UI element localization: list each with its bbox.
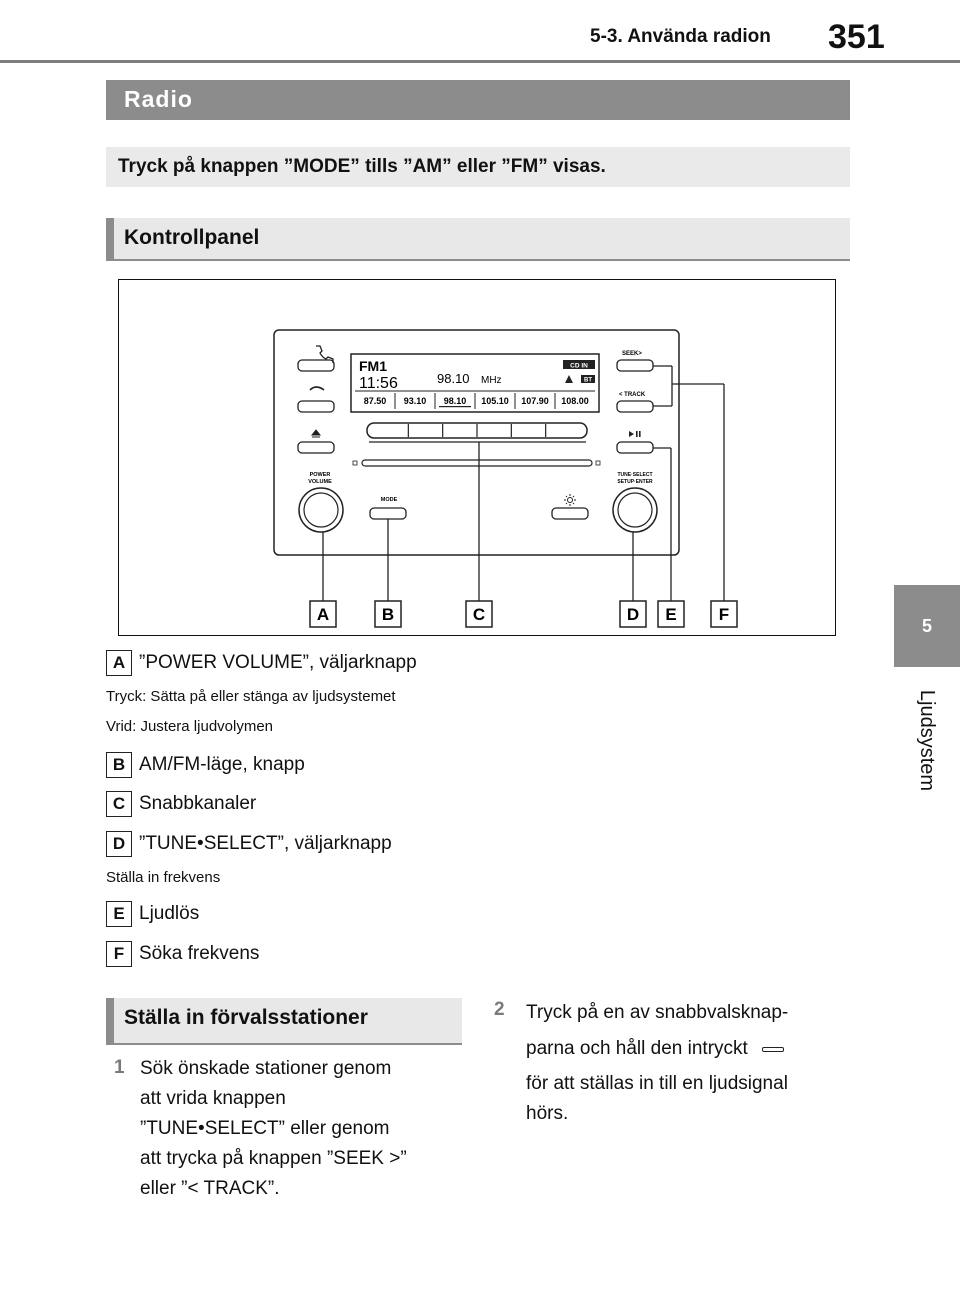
setup-enter-label: SETUP·ENTER [617, 479, 653, 485]
brightness-button [552, 508, 588, 519]
callout-e [658, 601, 684, 627]
eject-icon [312, 430, 320, 437]
play-pause-icon [629, 431, 641, 437]
step-1-line: att trycka på knappen ”SEEK >” [140, 1148, 407, 1169]
bt-text: BT [584, 377, 592, 384]
item-d-letter: D [106, 831, 132, 857]
item-a-letter: A [106, 650, 132, 676]
step-2-line: Tryck på en av snabbvalsknap- [526, 1002, 789, 1023]
header-rule [0, 60, 960, 63]
page-number: 351 [828, 18, 885, 56]
item-a-note-2: Vrid: Justera ljudvolymen [106, 718, 274, 735]
cd-slot [362, 460, 592, 466]
item-d-text: ”TUNE•SELECT”, väljarknapp [139, 833, 392, 854]
callout-a [310, 601, 336, 627]
item-a-text: ”POWER VOLUME”, väljarknapp [139, 652, 417, 673]
display-time: 11:56 [359, 375, 398, 392]
volume-label: VOLUME [308, 479, 332, 485]
mode-button [370, 508, 406, 519]
preset-label: 107.90 [521, 396, 549, 406]
callout-boxes [310, 601, 737, 627]
chapter-tab [894, 585, 960, 667]
step-2-line: parna och håll den intryckt [526, 1038, 748, 1059]
instruction-bar: Tryck på knappen ”MODE” tills ”AM” eller ”FM” visas. [106, 147, 850, 187]
preset-label: 87.50 [363, 396, 387, 406]
display-frequency: 98.10 [437, 371, 470, 386]
control-panel-figure [118, 279, 836, 636]
step-1-line: ”TUNE•SELECT” eller genom [140, 1118, 390, 1139]
seek-button [617, 360, 653, 371]
item-b-letter: B [106, 752, 132, 778]
svg-text:F: F [718, 605, 730, 624]
item-d-note: Ställa in frekvens [106, 869, 221, 886]
step-1-line: eller ”< TRACK”. [140, 1178, 280, 1199]
item-c-text: Snabbkanaler [139, 793, 257, 814]
svg-text:B: B [381, 605, 395, 624]
item-f-letter: F [106, 941, 132, 967]
item-c [106, 791, 256, 817]
preset-label: 93.10 [403, 396, 427, 406]
svg-text:A: A [316, 605, 330, 624]
chapter-label: Ljudsystem [916, 689, 939, 791]
callout-f [711, 601, 737, 627]
item-d [106, 831, 392, 857]
step-1-line: Sök önskade stationer genom [140, 1058, 392, 1079]
item-b-text: AM/FM-läge, knapp [139, 754, 305, 775]
callout-c [466, 601, 492, 627]
preset-active-underline [439, 406, 471, 407]
track-button [617, 401, 653, 412]
radio-diagram [119, 280, 835, 635]
chapter-number: 5 [921, 615, 932, 636]
step-1-line: att vrida knappen [140, 1088, 286, 1109]
mode-label: MODE [380, 497, 398, 503]
radio-heading: Radio [106, 80, 850, 120]
step-2-number: 2 [494, 999, 505, 1020]
preset-labels [364, 393, 589, 409]
chapter-label-box [877, 690, 960, 790]
presets-heading: Ställa in förvalsstationer [106, 998, 462, 1045]
step-2-line: för att ställas in till en ljudsignal [526, 1073, 788, 1094]
svg-text:E: E [665, 605, 677, 624]
display-band: FM1 [359, 358, 387, 374]
signal-icon [565, 375, 573, 383]
preset-label: 105.10 [481, 396, 509, 406]
callout-b [375, 601, 401, 627]
track-label: < TRACK [619, 392, 646, 398]
item-c-letter: C [106, 791, 132, 817]
control-panel-heading: Kontrollpanel [106, 218, 850, 261]
eject-button [298, 442, 334, 453]
preset-label: 98.10 [443, 396, 467, 406]
item-a [106, 650, 417, 676]
cdin-text: CD IN [570, 362, 588, 370]
item-a-note-1: Tryck: Sätta på eller stänga av ljudsystemet [106, 688, 396, 705]
callout-d [620, 601, 646, 627]
hangup-icon [310, 387, 324, 390]
step-1-number: 1 [114, 1057, 125, 1078]
item-e [106, 901, 199, 927]
item-e-letter: E [106, 901, 132, 927]
svg-text:D: D [626, 605, 640, 624]
seek-label: SEEK> [622, 351, 642, 357]
phone-button [298, 360, 334, 371]
step-2-text [526, 996, 788, 1128]
item-f-text: Söka frekvens [139, 943, 260, 964]
svg-text:C: C [472, 605, 486, 624]
tune-select-label: TUNE·SELECT [617, 472, 653, 478]
power-label: POWER [309, 472, 331, 478]
brightness-icon [564, 494, 576, 506]
play-pause-button [617, 442, 653, 453]
power-volume-knob [299, 488, 343, 532]
preset-label: 108.00 [561, 396, 589, 406]
step-1-text [140, 1054, 407, 1204]
hangup-button [298, 401, 334, 412]
long-press-icon [762, 1047, 784, 1052]
item-f [106, 941, 259, 967]
section-title: 5-3. Använda radion [590, 26, 771, 47]
display-unit: MHz [481, 375, 502, 386]
tune-select-knob [613, 488, 657, 532]
item-b [106, 752, 305, 778]
item-e-text: Ljudlös [139, 903, 200, 924]
step-2-line: hörs. [526, 1103, 569, 1124]
